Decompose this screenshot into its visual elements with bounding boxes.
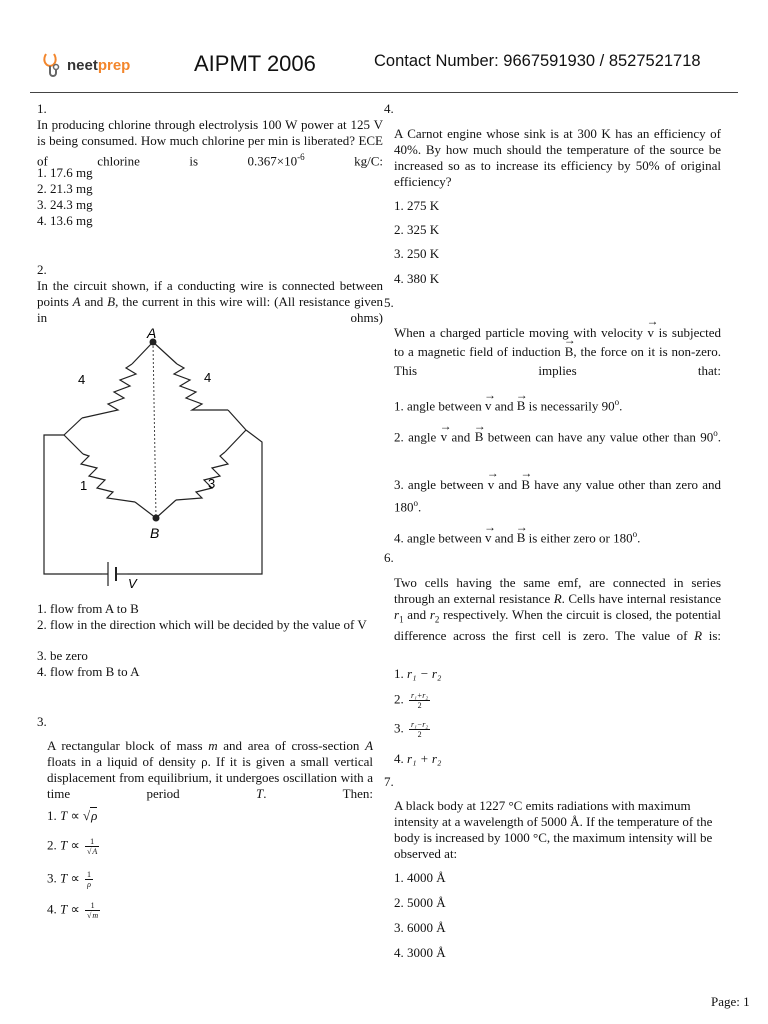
logo-wordmark: neetprep	[67, 56, 131, 74]
q7-option-4: 4. 3000 Å	[394, 945, 446, 960]
q1-text: In producing chlorine through electrolysis 100 W power at 125 V is being consumed. How much chlorine per min is liberated? ECE of chlorine is $0.367\times 10^{-6}$ kg/C:	[37, 117, 383, 169]
q1-option-3: 3. 24.3 mg	[37, 197, 93, 212]
q4-option-3: 3. 250 K	[394, 246, 440, 261]
q4-number: 4.	[384, 101, 394, 116]
q3-option-1: 1. T ∝ √ρ	[47, 808, 98, 823]
label-a: A	[147, 328, 157, 341]
q3-number: 3.	[37, 714, 47, 729]
node-b	[153, 515, 160, 522]
header-rule	[30, 92, 738, 93]
q3-option-2: 2. T ∝ $\frac{1}{√A}$	[47, 837, 98, 856]
q4-text: A Carnot engine whose sink is at 300 K has an efficiency of 40%. By how much should the temperature of the source be increased so as to increase its efficiency by 50% of original efficiency?	[394, 126, 721, 189]
q2-option-4: 4. flow from B to A	[37, 664, 140, 679]
q1-option-4: 4. 13.6 mg	[37, 213, 93, 228]
q6-option-2: 2. $\frac{\text{r₁+r₂}}{2}$	[394, 691, 429, 710]
q1-option-1: 1. 17.6 mg	[37, 165, 93, 180]
q3-option-3: 3. T ∝ $\frac{1}{\rho}$	[47, 870, 92, 889]
neetprep-logo	[42, 50, 130, 80]
q7-number: 7.	[384, 774, 394, 789]
q6-option-4: 4. r₁ + r₂	[394, 751, 442, 766]
label-b: B	[150, 525, 160, 541]
q6-number: 6.	[384, 550, 394, 565]
q6-option-1: 1. r₁ − r₂	[394, 666, 442, 681]
page-number: Page: 1	[711, 994, 750, 1009]
label-v: V	[128, 576, 137, 591]
q6-option-3: 3. $\frac{\text{r₁−r₂}}{2}$	[394, 720, 429, 739]
q2-number: 2.	[37, 262, 47, 277]
q2-option-1: 1. flow from A to B	[37, 601, 139, 616]
q7-option-3: 3. 6000 Å	[394, 920, 446, 935]
q3-text: A rectangular block of mass m and area of cross-section A floats in a liquid of density ρ. If it is given a small vertical displacement from equilibrium, it undergoes oscillation with a time period T. Then:	[47, 738, 374, 801]
label-r2: 4	[204, 370, 212, 385]
label-r1: 4	[78, 372, 86, 387]
q7-text: A black body at 1227 °C emits radiations with maximum intensity at a wavelength of 5000 Å. If the temperature of the body is increased by 1000 °C, the maximum intensity will be observed at:	[394, 798, 713, 861]
label-r4: 3	[208, 476, 216, 491]
q3-option-4: 4. T ∝ $\frac{1}{√m}$	[47, 901, 99, 920]
circuit-diagram	[40, 328, 270, 594]
stethoscope-icon	[42, 51, 64, 79]
logo-wordmark-accent: prep	[97, 56, 131, 74]
q4-option-2: 2. 325 K	[394, 222, 440, 237]
q2-option-3: 3. be zero	[37, 648, 88, 663]
q6-text: Two cells having the same emf, are connected in series through an external resistance R. Cells have internal resistance $r_1$ and $r_2$ respectively. When the circuit is closed, the potential difference across the first cell is zero. The value of R is:	[394, 575, 721, 643]
q5-option-4: 4. angle between → v and → B is either zero or 180$^o$.	[394, 526, 640, 546]
q7-option-1: 1. 4000 Å	[394, 870, 446, 885]
q5-option-2: 2. angle → v and → B between can have any value other than 90$^o$.	[394, 425, 721, 445]
q2-option-2: 2. flow in the direction which will be decided by the value of V	[37, 617, 367, 632]
q7-option-2: 2. 5000 Å	[394, 895, 446, 910]
label-r3: 1	[80, 478, 88, 493]
q1-number: 1.	[37, 101, 47, 116]
q5-text: When a charged particle moving with velocity → v is subjected to a magnetic field of induction → B, the force on it is non-zero. This implies that:	[394, 323, 721, 380]
q1-option-2: 2. 21.3 mg	[37, 181, 93, 196]
q4-option-1: 1. 275 K	[394, 198, 440, 213]
q5-number: 5.	[384, 295, 394, 310]
exam-title: AIPMT 2006	[194, 51, 316, 76]
q2-text: In the circuit shown, if a conducting wire is connected between points A and B, the current in this wire will: (All resistance given in ohms)	[37, 278, 383, 325]
q4-option-4: 4. 380 K	[394, 271, 440, 286]
contact-number: Contact Number: 9667591930 / 8527521718	[374, 52, 701, 70]
q5-option-1: 1. angle between → v and → B is necessarily 90$^o$.	[394, 394, 622, 414]
q5-option-3: 3. angle between → v and → B have any value other than zero and 180$^o$.	[394, 475, 721, 516]
